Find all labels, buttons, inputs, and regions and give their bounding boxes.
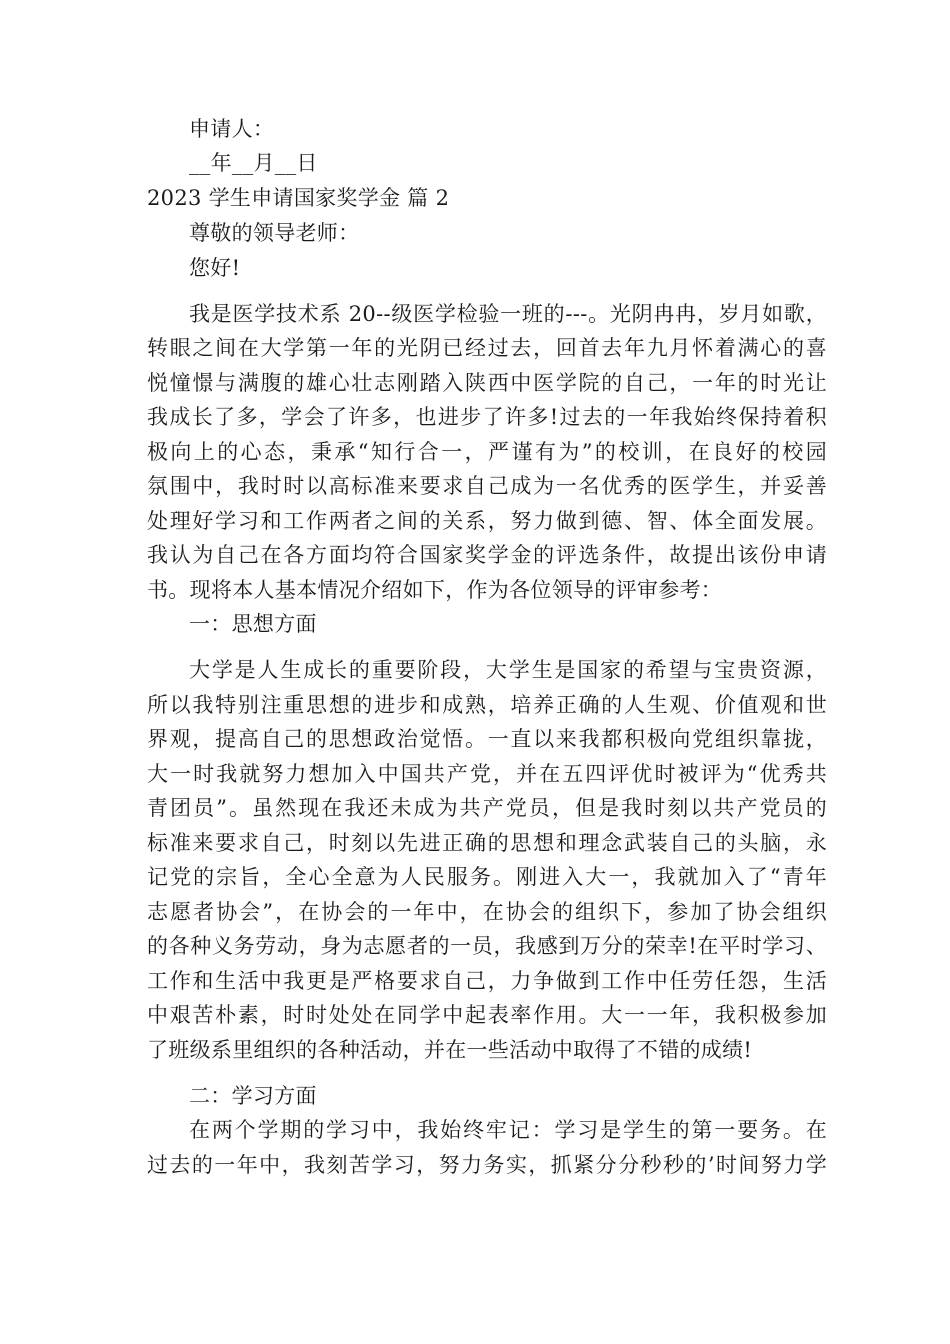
text-line: 大学是人生成长的重要阶段，大学生是国家的希望与宝贵资源， [189, 658, 827, 682]
text-line: 书。现将本人基本情况介绍如下，作为各位领导的评审参考： [147, 578, 723, 602]
text-line: 处理好学习和工作两者之间的关系，努力做到德、智、体全面发展。 [147, 509, 827, 533]
text-line: 记党的宗旨，全心全意为人民服务。刚进入大一，我就加入了“青年 [147, 865, 827, 889]
text-line: 青团员”。虽然现在我还未成为共产党员，但是我时刻以共产党员的 [147, 796, 827, 820]
text-line: 界观，提高自己的思想政治觉悟。一直以来我都积极向党组织靠拢， [147, 727, 827, 751]
text-line: 在两个学期的学习中，我始终牢记：学习是学生的第一要务。在 [189, 1118, 827, 1142]
text-line: 悦憧憬与满腹的雄心壮志刚踏入陕西中医学院的自己，一年的时光让 [147, 371, 827, 395]
text-line: 申请人： [189, 117, 275, 141]
text-line: __年__月__日 [189, 151, 318, 175]
text-line: 大一时我就努力想加入中国共产党，并在五四评优时被评为“优秀共 [147, 762, 827, 786]
text-line: 标准来要求自己，时刻以先进正确的思想和理念武装自己的头脑，永 [147, 831, 827, 855]
text-line: 一：思想方面 [189, 612, 317, 636]
text-line: 所以我特别注重思想的进步和成熟，培养正确的人生观、价值观和世 [147, 693, 827, 717]
text-line: 我认为自己在各方面均符合国家奖学金的评选条件，故提出该份申请 [147, 543, 827, 567]
text-line: 的各种义务劳动，身为志愿者的一员，我感到万分的荣幸!在平时学习、 [147, 934, 827, 958]
text-line: 极向上的心态，秉承“知行合一，严谨有为”的校训，在良好的校园 [147, 440, 827, 464]
text-line: 我是医学技术系 20--级医学检验一班的---。光阴冉冉，岁月如歌， [189, 302, 827, 326]
text-line: 志愿者协会”，在协会的一年中，在协会的组织下，参加了协会组织 [147, 900, 827, 924]
text-line: 过去的一年中，我刻苦学习，努力务实，抓紧分分秒秒的’时间努力学 [147, 1153, 827, 1177]
text-line: 转眼之间在大学第一年的光阴已经过去，回首去年九月怀着满心的喜 [147, 336, 827, 360]
text-line: 中艰苦朴素，时时处处在同学中起表率作用。大一一年，我积极参加 [147, 1003, 827, 1027]
text-line: 2023 学生申请国家奖学金 篇 2 [147, 186, 450, 210]
text-line: 我成长了多，学会了许多，也进步了许多!过去的一年我始终保持着积 [147, 405, 827, 429]
text-line: 二：学习方面 [189, 1084, 317, 1108]
text-line: 氛围中，我时时以高标准来要求自己成为一名优秀的医学生，并妥善 [147, 474, 827, 498]
text-line: 您好! [189, 256, 241, 280]
text-line: 尊敬的领导老师： [189, 221, 360, 245]
text-line: 了班级系里组织的各种活动，并在一些活动中取得了不错的成绩! [147, 1038, 753, 1062]
text-line: 工作和生活中我更是严格要求自己，力争做到工作中任劳任怨，生活 [147, 969, 827, 993]
